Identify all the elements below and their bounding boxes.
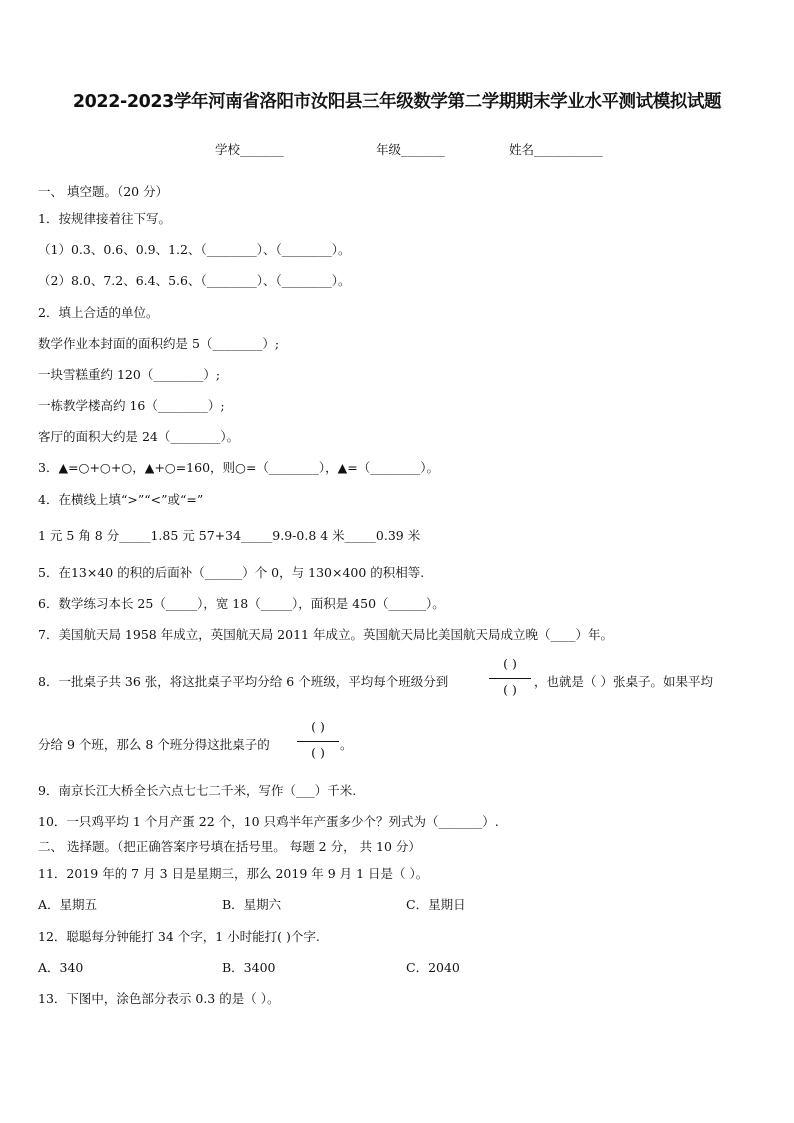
question-7: 7．美国航天局 1958 年成立，英国航天局 2011 年成立。英国航天局比美国航天局成立晚（____）年。 — [38, 627, 613, 642]
question-2-item-1: 数学作业本封面的面积约是 5（________）; — [38, 336, 280, 351]
name-field: 姓名___________ — [509, 142, 603, 157]
question-2-item-4: 客厅的面积大约是 24（________）。 — [38, 429, 240, 444]
fraction-bar — [489, 678, 531, 679]
question-3: 3．▲=○+○+○，▲+○=160，则○=（________），▲=（________）。 — [38, 460, 440, 475]
question-1-part-2: （2）8.0、7.2、6.4、5.6、（________）、（________）。 — [38, 273, 351, 288]
question-1-part-1: （1）0.3、0.6、0.9、1.2、（________）、（________）。 — [38, 242, 351, 257]
question-8-end: 。 — [340, 737, 353, 752]
question-4: 4．在横线上填“>”“<”或“=” — [38, 492, 204, 507]
question-6: 6．数学练习本长 25（_____），宽 18（_____），面积是 450（______）。 — [38, 596, 445, 611]
question-2: 2．填上合适的单位。 — [38, 305, 159, 320]
question-13: 13．下图中，涂色部分表示 0.3 的是（ ）。 — [38, 991, 280, 1006]
question-10: 10．一只鸡平均 1 个月产蛋 22 个，10 只鸡半年产蛋多少个？列式为（_______）. — [38, 814, 499, 829]
question-8-part-1: 8．一批桌子共 36 张，将这批桌子平均分给 6 个班级，平均每个班级分到 — [38, 674, 449, 689]
fraction-numerator: ( ) — [311, 719, 325, 734]
fraction-blank-2 — [296, 719, 340, 767]
question-11-option-a: A．星期五 — [38, 897, 98, 912]
question-12: 12．聪聪每分钟能打 34 个字，1 小时能打( )个字. — [38, 929, 320, 944]
grade-field: 年级_______ — [376, 142, 445, 157]
question-12-option-c: C．2040 — [406, 960, 460, 975]
fraction-denominator: ( ) — [503, 682, 517, 697]
question-5: 5．在13×40 的积的后面补（______）个 0，与 130×400 的积相等. — [38, 565, 425, 580]
question-12-option-a: A．340 — [38, 960, 84, 975]
question-11: 11．2019 年的 7 月 3 日是星期三，那么 2019 年 9 月 1 日是（ ）。 — [38, 866, 429, 881]
question-2-item-3: 一栋教学楼高约 16（________）; — [38, 398, 225, 413]
question-1: 1．按规律接着往下写。 — [38, 211, 171, 226]
page-title: 2022-2023学年河南省洛阳市汝阳县三年级数学第二学期期末学业水平测试模拟试题 — [72, 92, 722, 112]
question-11-option-b: B．星期六 — [222, 897, 282, 912]
question-2-item-2: 一块雪糕重约 120（________）; — [38, 367, 221, 382]
section-heading-choice: 二、 选择题。（把正确答案序号填在括号里。 每题 2 分， 共 10 分） — [38, 839, 421, 854]
school-field: 学校_______ — [215, 142, 284, 157]
fraction-bar — [297, 741, 339, 742]
question-4-comparisons: 1 元 5 角 8 分_____1.85 元 57+34_____9.9-0.8 4 米_____0.39 米 — [38, 528, 421, 543]
fraction-denominator: ( ) — [311, 745, 325, 760]
question-8-part-3: 分给 9 个班，那么 8 个班分得这批桌子的 — [38, 737, 270, 752]
question-8-part-2: ，也就是（ ）张桌子。如果平均 — [534, 674, 713, 689]
fraction-numerator: ( ) — [503, 656, 517, 671]
fraction-blank-1 — [488, 656, 532, 704]
section-heading-fill-blank: 一、 填空题。（20 分） — [38, 184, 169, 199]
question-9: 9．南京长江大桥全长六点七七二千米，写作（___）千米. — [38, 783, 357, 798]
question-12-option-b: B．3400 — [222, 960, 276, 975]
question-11-option-c: C．星期日 — [406, 897, 466, 912]
